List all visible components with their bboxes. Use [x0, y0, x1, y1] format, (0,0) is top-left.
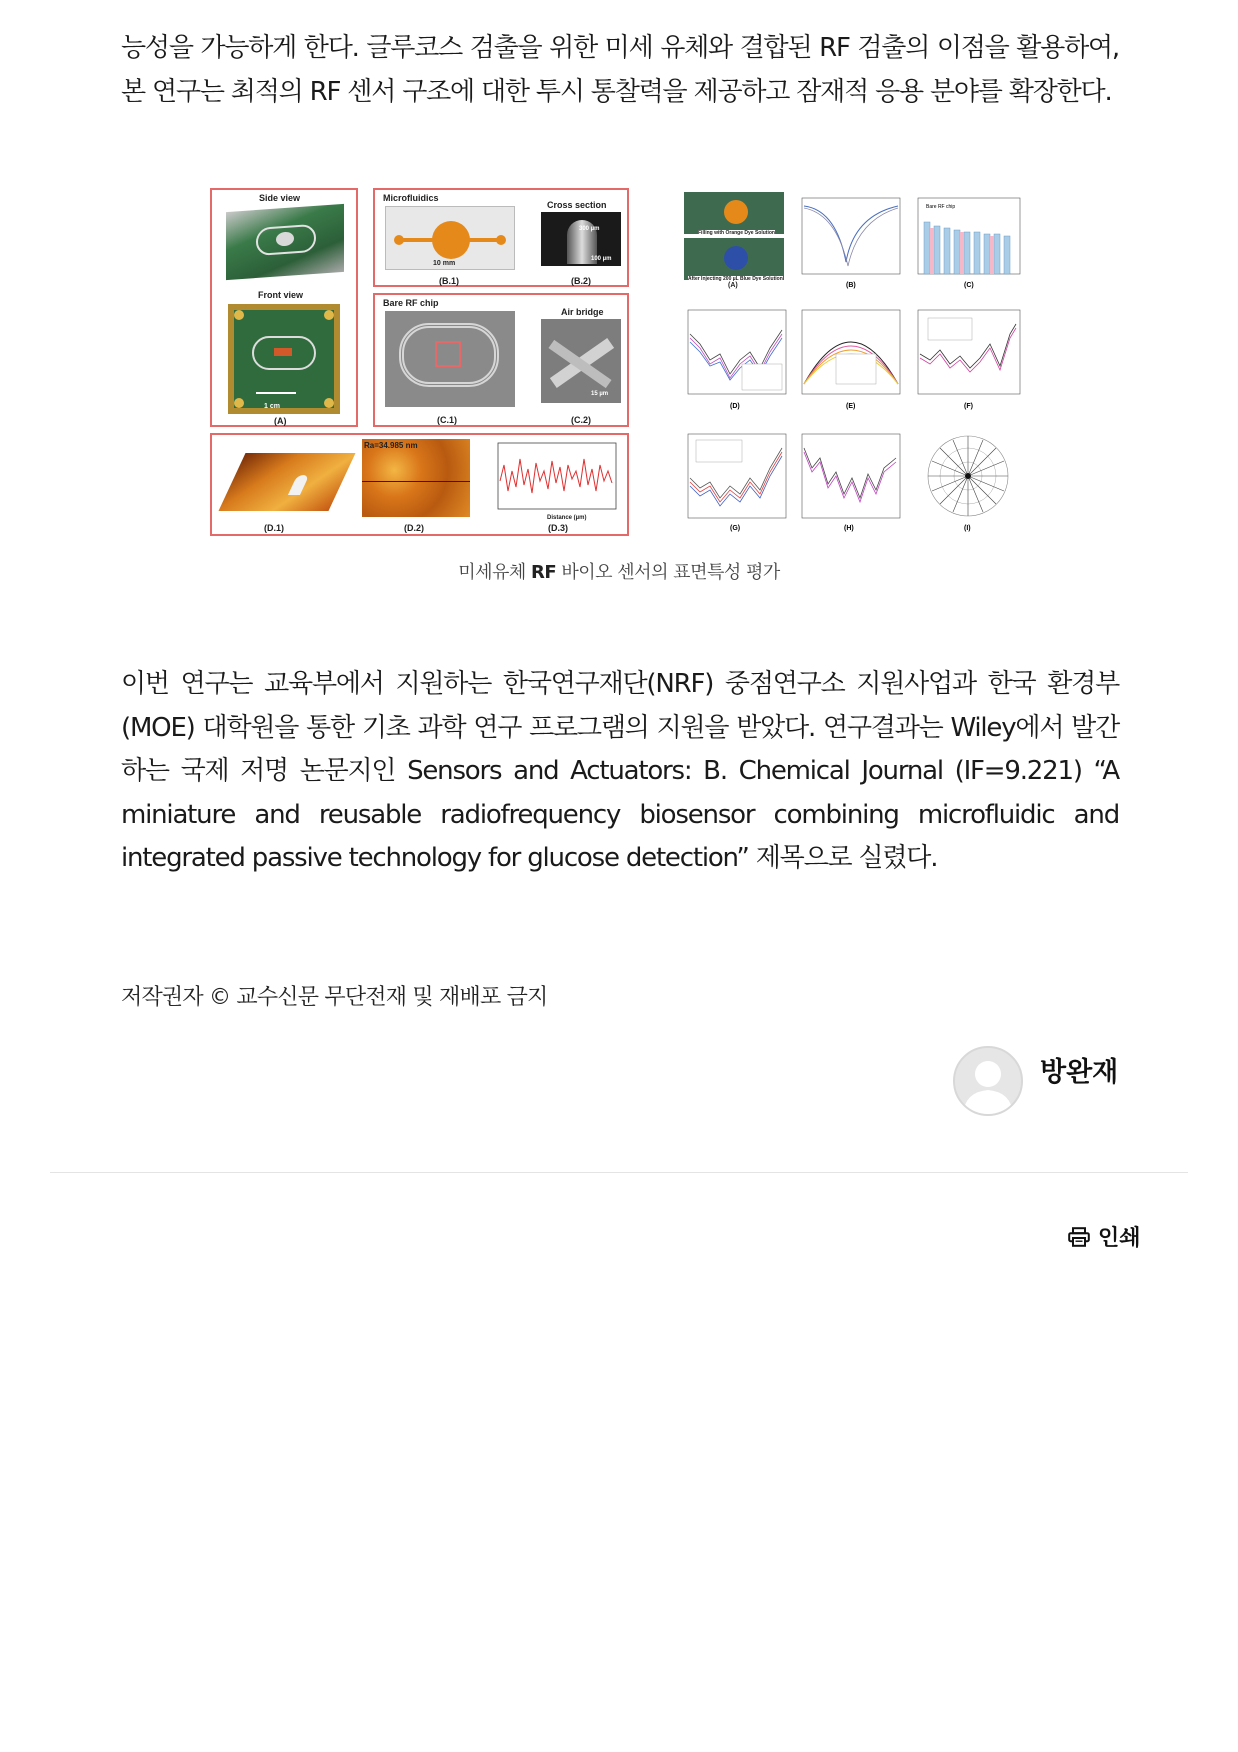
side-view-photo: [226, 204, 344, 280]
label-panel-d1: (D.1): [264, 523, 284, 533]
label-bare-rf-chip: Bare RF chip: [383, 298, 439, 308]
label-scale-10mm: 10 mm: [433, 260, 456, 267]
label-filling: Filling with Orange Dye Solution: [698, 230, 775, 236]
plot-g: [682, 428, 790, 536]
plot-f: [912, 304, 1024, 414]
air-bridge-photo: [541, 319, 621, 403]
label-right-panel-c: (C): [964, 282, 974, 289]
label-distance: Distance (µm): [547, 515, 587, 521]
print-button[interactable]: [1068, 1221, 1141, 1252]
article-paragraph-top: 능성을 가능하게 한다. 글루코스 검출을 위한 미세 유체와 결합된 RF 검출의 이점을 활용하여, 본 연구는 최적의 RF 센서 구조에 대한 투시 통찰력을 제공하고 잠재적 응용 분야를 확장한다.: [121, 33, 1119, 107]
label-scale-100um: 100 µm: [591, 256, 612, 262]
afm-2d-map: [362, 439, 470, 517]
label-scale-300um: 300 µm: [579, 226, 600, 232]
label-ra: Ra=34.985 nm: [364, 441, 418, 450]
label-scale-15um: 15 µm: [591, 391, 609, 397]
label-right-panel-h: (H): [844, 525, 854, 532]
figure-panel-b: [373, 188, 629, 287]
label-panel-d3: (D.3): [548, 523, 568, 533]
label-panel-b1: (B.1): [439, 276, 459, 286]
label-scale-1cm: 1 cm: [264, 403, 280, 410]
plot-c: [912, 192, 1024, 292]
figure-panel-a: [210, 188, 358, 427]
label-right-panel-g: (G): [730, 525, 741, 532]
plot-b: [796, 192, 904, 292]
label-microfluidics: Microfluidics: [383, 193, 439, 203]
label-panel-b2: (B.2): [571, 276, 591, 286]
roughness-profile-plot: [494, 441, 620, 515]
article-paragraph-bottom: 이번 연구는 교육부에서 지원하는 한국연구재단(NRF) 중점연구소 지원사업과 한국 환경부(MOE) 대학원을 통한 기초 과학 연구 프로그램의 지원을 받았다. 연구결과는 Wiley에서 발간하는 국제 저명 논문지인 Sensors and Actuators: B. Chemical Journal (IF=9.221) “A miniature and reusable radiofrequency biosensor combining microfluidic and integrated passive technology for glucose detection” 제목으로 실렸다.: [121, 669, 1119, 873]
label-right-panel-b: (B): [846, 282, 856, 289]
label-panel-a: (A): [274, 416, 287, 426]
plot-h: [796, 428, 904, 536]
label-side-view: Side view: [259, 193, 301, 203]
label-after: After Injecting 200 µL Blue Dye Solution: [688, 276, 783, 282]
label-right-panel-a: (A): [728, 282, 738, 289]
label-right-panel-f: (F): [964, 403, 973, 410]
label-panel-d2: (D.2): [404, 523, 424, 533]
figure-panel-c: [373, 293, 629, 427]
bare-rf-chip-photo: [385, 311, 515, 407]
caption-text-post: 바이오 센서의 표면특성 평가: [556, 562, 780, 583]
label-air-bridge: Air bridge: [561, 307, 604, 317]
plot-e: [796, 304, 904, 414]
print-label: 인쇄: [1098, 1226, 1141, 1251]
plot-d: [682, 304, 790, 414]
afm-3d-surface: [218, 453, 355, 511]
label-cross-section: Cross section: [547, 200, 607, 210]
section-divider: [50, 1172, 1188, 1173]
printer-icon: [1068, 1227, 1090, 1247]
plot-a: [682, 192, 786, 292]
caption-text-pre: 미세유체: [458, 562, 532, 583]
label-panel-c1: (C.1): [437, 415, 457, 425]
user-silhouette-icon: [955, 1048, 1021, 1114]
author-name[interactable]: 방완재: [1040, 1057, 1119, 1088]
copyright-notice: 저작권자 © 교수신문 무단전재 및 재배포 금지: [121, 985, 548, 1010]
figure-right-grid: [682, 192, 1030, 536]
label-front-view: Front view: [258, 290, 304, 300]
label-right-panel-d: (D): [730, 403, 740, 410]
label-right-panel-e: (E): [846, 403, 856, 410]
front-view-photo: [228, 304, 340, 414]
label-right-bare-rf: Bare RF chip: [926, 204, 956, 210]
figure-caption: [0, 558, 1238, 584]
figure-panel-d: [210, 433, 629, 536]
label-right-panel-i: (I): [964, 525, 971, 532]
label-panel-c2: (C.2): [571, 415, 591, 425]
author-avatar[interactable]: [953, 1046, 1023, 1116]
article-figure: [210, 188, 1030, 536]
plot-i: [912, 428, 1024, 536]
caption-text-bold: RF: [531, 562, 557, 583]
